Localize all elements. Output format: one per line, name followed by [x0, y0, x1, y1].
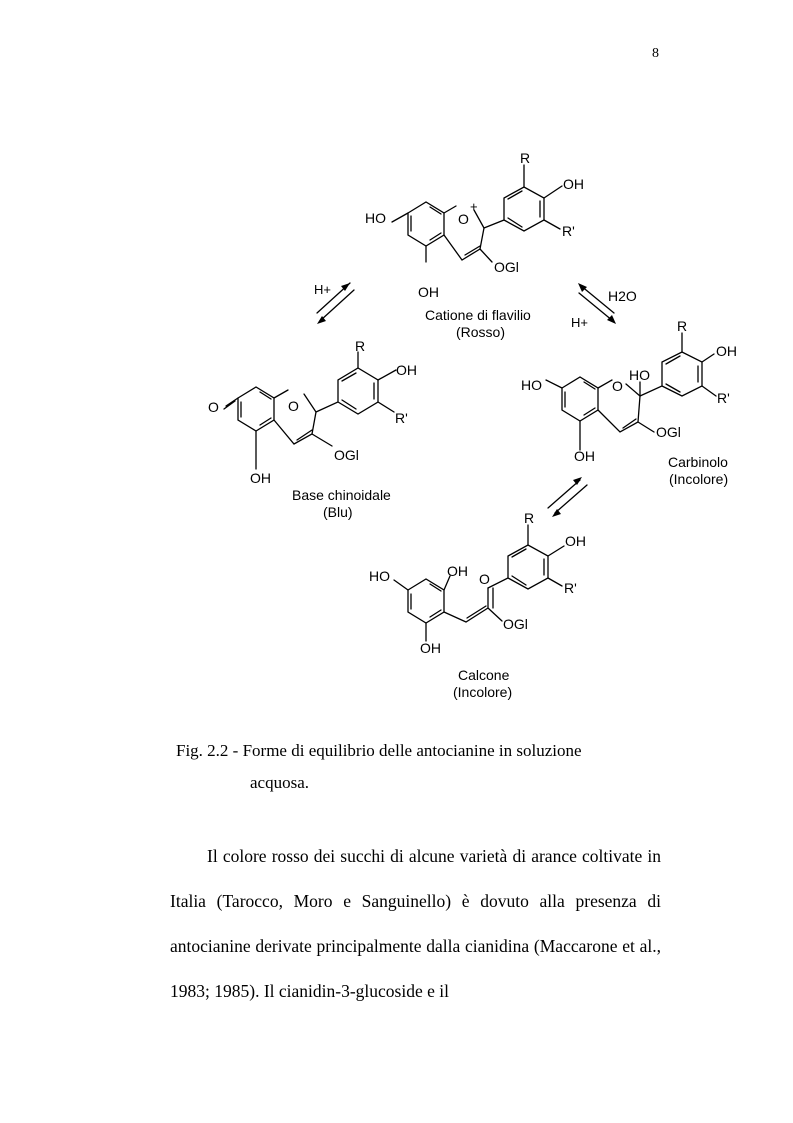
reagent-h-plus-left: H+: [314, 282, 331, 297]
cation-name: Catione di flavilio: [425, 307, 531, 323]
quinoidal-r-prime-label: R': [395, 410, 408, 426]
body-text: [170, 834, 661, 1014]
cation-oh-bottom-label: OH: [418, 284, 439, 300]
chalcone-oh-a-label: OH: [447, 563, 468, 579]
cation-ogl-label: OGl: [494, 259, 519, 275]
cation-r-prime-label: R': [562, 223, 575, 239]
chalcone-name: Calcone: [458, 667, 510, 683]
carbinol-r-prime-label: R': [717, 390, 730, 406]
quinoidal-oh-top-label: OH: [396, 362, 417, 378]
equilibrium-arrows-left: [314, 282, 354, 324]
quinoidal-ogl-label: OGl: [334, 447, 359, 463]
figure-caption: [176, 735, 582, 799]
reagent-h2o: H2O: [608, 288, 637, 304]
carbinol-ogl-label: OGl: [656, 424, 681, 440]
carbinol-r-label: R: [677, 318, 688, 334]
carbinol-color: (Incolore): [669, 471, 729, 487]
cation-plus-sign: +: [470, 199, 478, 214]
carbinol-structure: [521, 318, 737, 487]
flavylium-cation-structure: [365, 150, 584, 340]
carbinol-ho-label: HO: [521, 377, 542, 393]
cation-ho-label: HO: [365, 210, 386, 226]
chalcone-r-prime-label: R': [564, 580, 577, 596]
quinoidal-color: (Blu): [323, 504, 353, 520]
carbinol-ring-oxygen-label: O: [612, 378, 623, 394]
equilibrium-arrows-right: [571, 283, 637, 330]
reagent-h-plus-right: H+: [571, 315, 588, 330]
carbinol-c2-ho-label: HO: [629, 367, 650, 383]
quinoidal-r-label: R: [355, 338, 366, 354]
quinoidal-oh-bottom-label: OH: [250, 470, 271, 486]
caption-line-1: Fig. 2.2 - Forme di equilibrio delle antocianine in soluzione: [176, 741, 582, 760]
quinoidal-ketone-oxygen-label: O: [208, 399, 219, 415]
chalcone-oh-bottom-label: OH: [420, 640, 441, 656]
equilibrium-arrows-bottom: [548, 477, 587, 517]
carbinol-oh-bottom-label: OH: [574, 448, 595, 464]
cation-oxygen-label: O: [458, 211, 469, 227]
carbinol-oh-top-label: OH: [716, 343, 737, 359]
body-paragraph: Il colore rosso dei succhi di alcune varietà di arance coltivate in Italia (Tarocco, Moro e Sanguinello) è dovuto alla presenza di antocianine derivate principalmente dalla cianidina (Maccarone et al., 1983; 1985). Il cianidin-3-glucoside e il: [170, 846, 661, 1001]
chalcone-ho-label: HO: [369, 568, 390, 584]
quinoidal-name: Base chinoidale: [292, 487, 391, 503]
chalcone-structure: [369, 510, 586, 700]
cation-r-label: R: [520, 150, 531, 166]
chalcone-r-label: R: [524, 510, 535, 526]
chalcone-color: (Incolore): [453, 684, 513, 700]
carbinol-name: Carbinolo: [668, 454, 728, 470]
chalcone-ketone-oxygen-label: O: [479, 571, 490, 587]
quinoidal-base-structure: [208, 338, 417, 520]
chalcone-ogl-label: OGl: [503, 616, 528, 632]
chalcone-oh-b-label: OH: [565, 533, 586, 549]
caption-line-2: acquosa.: [250, 773, 310, 792]
cation-color: (Rosso): [456, 324, 506, 340]
cation-oh-top-label: OH: [563, 176, 584, 192]
page-number: 8: [652, 46, 659, 61]
quinoidal-ring-oxygen-label: O: [288, 398, 299, 414]
